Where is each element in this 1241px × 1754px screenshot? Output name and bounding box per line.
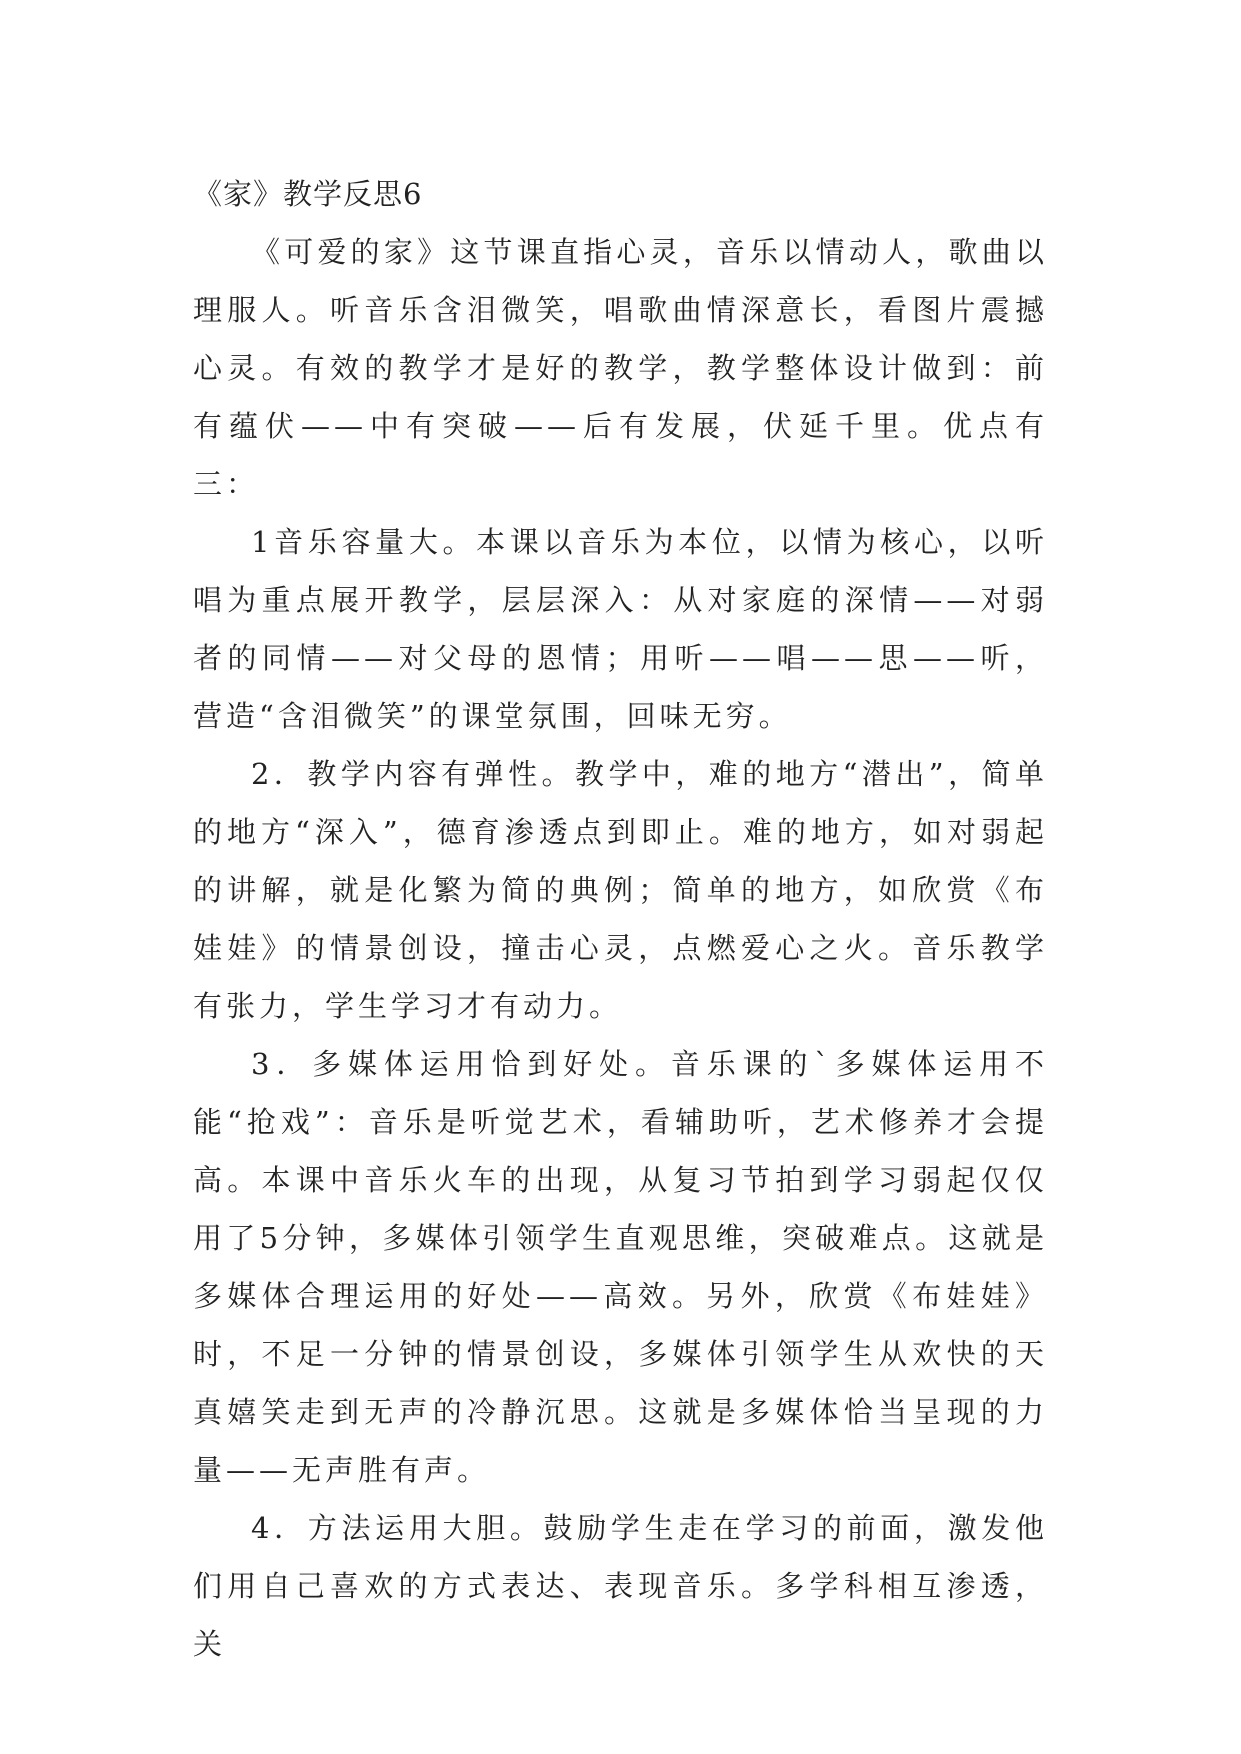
document-body xyxy=(193,165,1048,1673)
paragraph-point-2: 2．教学内容有弹性。教学中，难的地方“潜出”，简单的地方“深入”，德育渗透点到即止。难的地方，如对弱起的讲解，就是化繁为简的典例；简单的地方，如欣赏《布娃娃》的情景创设，撞击心灵，点燃爱心之火。音乐教学有张力，学生学习才有动力。 xyxy=(193,757,1048,1023)
paragraph-point-1: 1音乐容量大。本课以音乐为本位，以情为核心，以听唱为重点展开教学，层层深入：从对家庭的深情——对弱者的同情——对父母的恩情；用听——唱——思——听，营造“含泪微笑”的课堂氛围，回味无穷。 xyxy=(193,525,1048,733)
document-title: 《家》教学反思6 xyxy=(193,177,423,211)
paragraph-intro: 《可爱的家》这节课直指心灵，音乐以情动人，歌曲以理服人。听音乐含泪微笑，唱歌曲情深意长，看图片震撼心灵。有效的教学才是好的教学，教学整体设计做到：前有蕴伏——中有突破——后有发展，伏延千里。优点有三： xyxy=(193,235,1048,501)
paragraph-point-4: 4．方法运用大胆。鼓励学生走在学习的前面，激发他们用自己喜欢的方式表达、表现音乐。多学科相互渗透，关 xyxy=(193,1511,1048,1661)
paragraph-point-3: 3．多媒体运用恰到好处。音乐课的`多媒体运用不能“抢戏”：音乐是听觉艺术，看辅助听，艺术修养才会提高。本课中音乐火车的出现，从复习节拍到学习弱起仅仅用了5分钟，多媒体引领学生直观思维，突破难点。这就是多媒体合理运用的好处——高效。另外，欣赏《布娃娃》时，不足一分钟的情景创设，多媒体引领学生从欢快的天真嬉笑走到无声的冷静沉思。这就是多媒体恰当呈现的力量——无声胜有声。 xyxy=(193,1047,1048,1487)
